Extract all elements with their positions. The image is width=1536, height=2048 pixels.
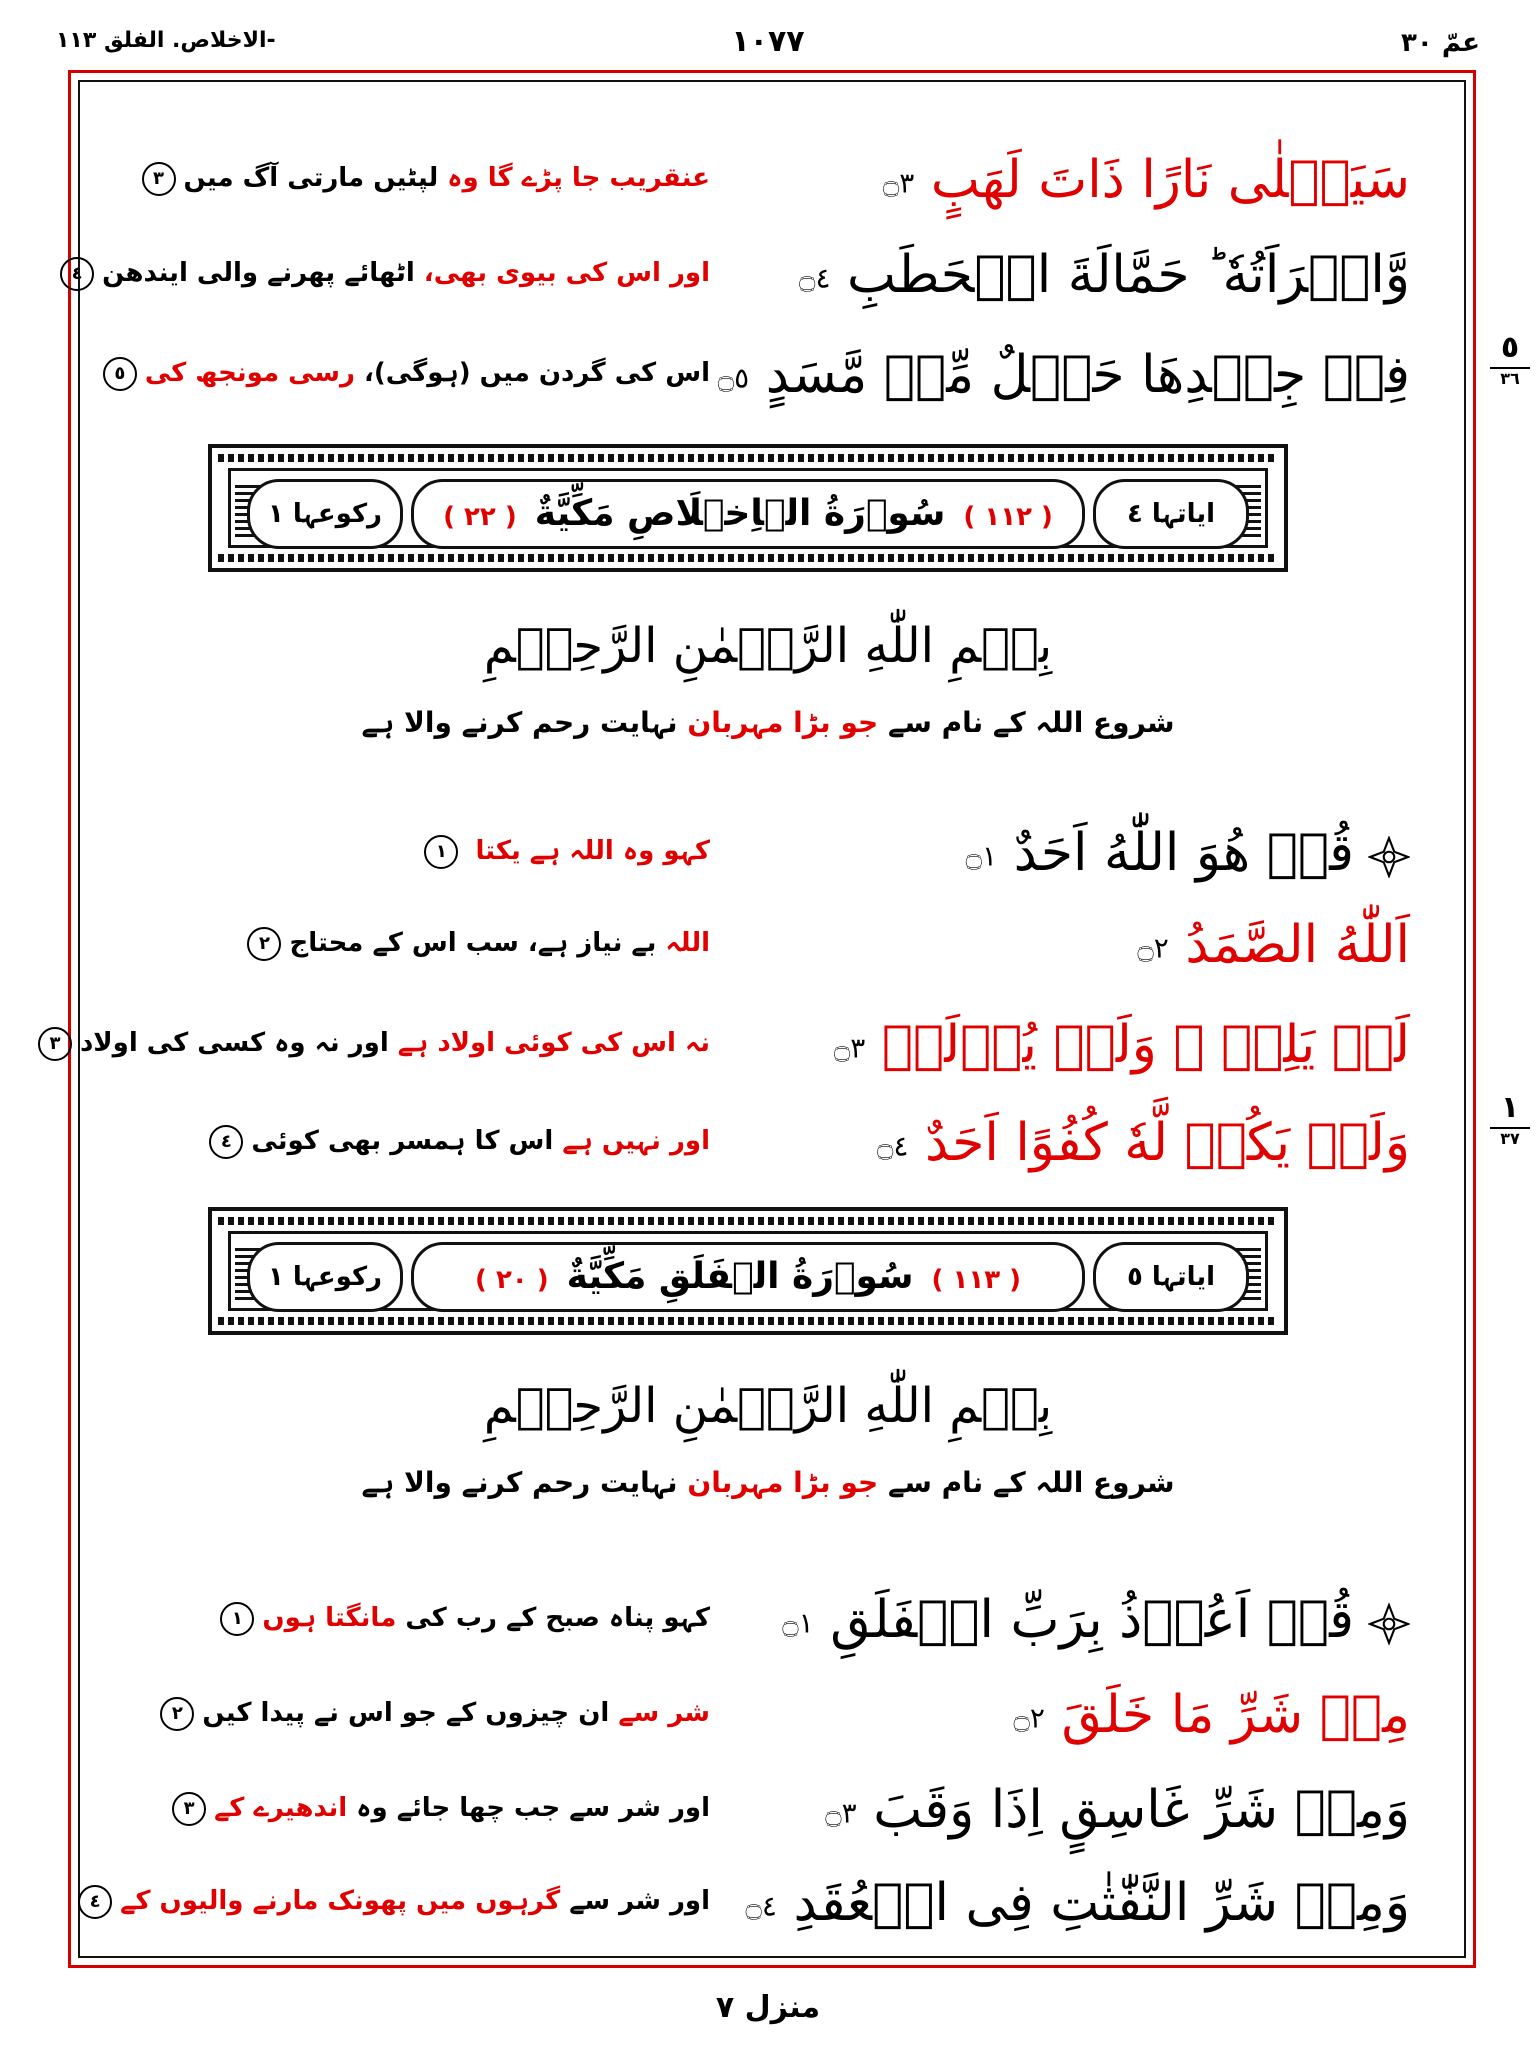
header-juz: عمّ ٣٠ — [1401, 28, 1480, 58]
urdu-translation: اور نہیں ہے اس کا ہمسر بھی کوئی٤ — [110, 1116, 710, 1166]
urdu-translation: کہو وہ اللہ ہے یکتا ١ — [110, 826, 710, 876]
urdu-translation: اور شر سے گرہوں میں پھونک مارنے والیوں کے٤ — [110, 1876, 710, 1926]
verse-row — [110, 818, 1410, 888]
bismillah: بِسۡمِ اللّٰهِ الرَّحۡمٰنِ الرَّحِيۡمِ — [483, 618, 1053, 674]
verse-row — [110, 145, 1410, 215]
urdu-translation: اور شر سے جب چھا جائے وہ اندھیرے کے٣ — [110, 1783, 710, 1833]
arabic-verse: وَلَمۡ يَكُنۡ لَّهٗ كُفُوًا اَحَدٌ ۝٤ — [876, 1113, 1410, 1173]
ruku-count: رکوعہا ١ — [247, 1242, 403, 1312]
arabic-verse: قُلۡ هُوَ اللّٰهُ اَحَدٌ ۝١ — [966, 818, 1410, 892]
surah-title: ( ١١٣ )سُوۡرَةُ الۡفَلَقِ مَكِّيَّةٌ( ٢٠ ) — [411, 1242, 1085, 1312]
verse-row — [110, 340, 1410, 410]
ruku-marker: ١ ٣٧ — [1490, 1090, 1530, 1148]
arabic-verse: فِىۡ جِيۡدِهَا حَبۡلٌ مِّنۡ مَّسَدٍ ۝٥ — [717, 345, 1410, 405]
bismillah-translation: شروع اللہ کے نام سے جو بڑا مہربان نہایت رحم کرنے والا ہے — [361, 1466, 1175, 1499]
arabic-verse: مِنۡ شَرِّ مَا خَلَقَ ۝٢ — [1013, 1685, 1410, 1745]
surah-title: ( ١١٢ )سُوۡرَةُ الۡاِخۡلَاصِ مَكِّيَّةٌ( ٢٢ ) — [411, 479, 1085, 549]
urdu-translation: اور اس کی بیوی بھی، اٹھائے پھرنے والی ایندھن٤ — [110, 248, 710, 298]
star-ornament-icon — [1368, 836, 1410, 878]
urdu-translation: اس کی گردن میں (ہوگی)، رسی مونجھ کی٥ — [110, 348, 710, 398]
verse-row — [110, 1585, 1410, 1655]
arabic-verse: قُلۡ اَعُوۡذُ بِرَبِّ الۡفَلَقِ ۝١ — [782, 1585, 1410, 1659]
page-number: ١٠٧٧ — [731, 24, 805, 59]
verse-row — [71, 240, 1410, 310]
arabic-verse: وَمِنۡ شَرِّ غَاسِقٍ اِذَا وَقَبَ ۝٣ — [825, 1780, 1410, 1840]
verse-row — [110, 1108, 1410, 1178]
surah-banner-ikhlas — [208, 444, 1288, 572]
urdu-translation: شر سے ان چیزوں کے جو اس نے پیدا کیں٢ — [110, 1688, 710, 1738]
verse-row — [89, 1868, 1410, 1938]
ayat-count: ایاتہا ٤ — [1093, 479, 1249, 549]
header-surah-names: -الاخلاص. الفلق ١١٣ — [56, 28, 276, 53]
manzil-footer: منزل ٧ — [715, 1990, 821, 2025]
ruku-count: رکوعہا ١ — [247, 479, 403, 549]
verse-row — [110, 1775, 1410, 1845]
urdu-translation: اللہ بے نیاز ہے، سب اس کے محتاج٢ — [110, 918, 710, 968]
arabic-verse: وَّامۡرَاَتُهٗ ؕ حَمَّالَةَ الۡحَطَبِ ۝٤ — [799, 245, 1410, 305]
arabic-verse: لَمۡ يَلِدۡ ۙ وَلَمۡ يُوۡلَدۡ ۝٣ — [833, 1015, 1410, 1075]
star-ornament-icon — [1368, 1603, 1410, 1645]
verse-row — [49, 1010, 1410, 1080]
urdu-translation: عنقریب جا پڑے گا وہ لپٹیں مارتی آگ میں٣ — [110, 153, 710, 203]
surah-banner-falaq — [208, 1207, 1288, 1335]
ruku-marker: ٥ ٣٦ — [1490, 330, 1530, 388]
verse-row — [110, 910, 1410, 980]
bismillah-translation: شروع اللہ کے نام سے جو بڑا مہربان نہایت رحم کرنے والا ہے — [361, 706, 1175, 739]
ayat-count: ایاتہا ٥ — [1093, 1242, 1249, 1312]
bismillah: بِسۡمِ اللّٰهِ الرَّحۡمٰنِ الرَّحِيۡمِ — [483, 1378, 1053, 1434]
verse-row — [110, 1680, 1410, 1750]
urdu-translation: نہ اس کی کوئی اولاد ہے اور نہ وہ کسی کی اولاد٣ — [110, 1018, 710, 1068]
arabic-verse: اَللّٰهُ الصَّمَدُ ۝٢ — [1137, 915, 1410, 975]
arabic-verse: وَمِنۡ شَرِّ النَّفّٰثٰتِ فِى الۡعُقَدِ ۝٤ — [745, 1873, 1410, 1933]
arabic-verse: سَيَصۡلٰى نَارًا ذَاتَ لَهَبٍ ۝٣ — [882, 150, 1410, 210]
urdu-translation: کہو پناہ صبح کے رب کی مانگتا ہوں١ — [110, 1593, 710, 1643]
